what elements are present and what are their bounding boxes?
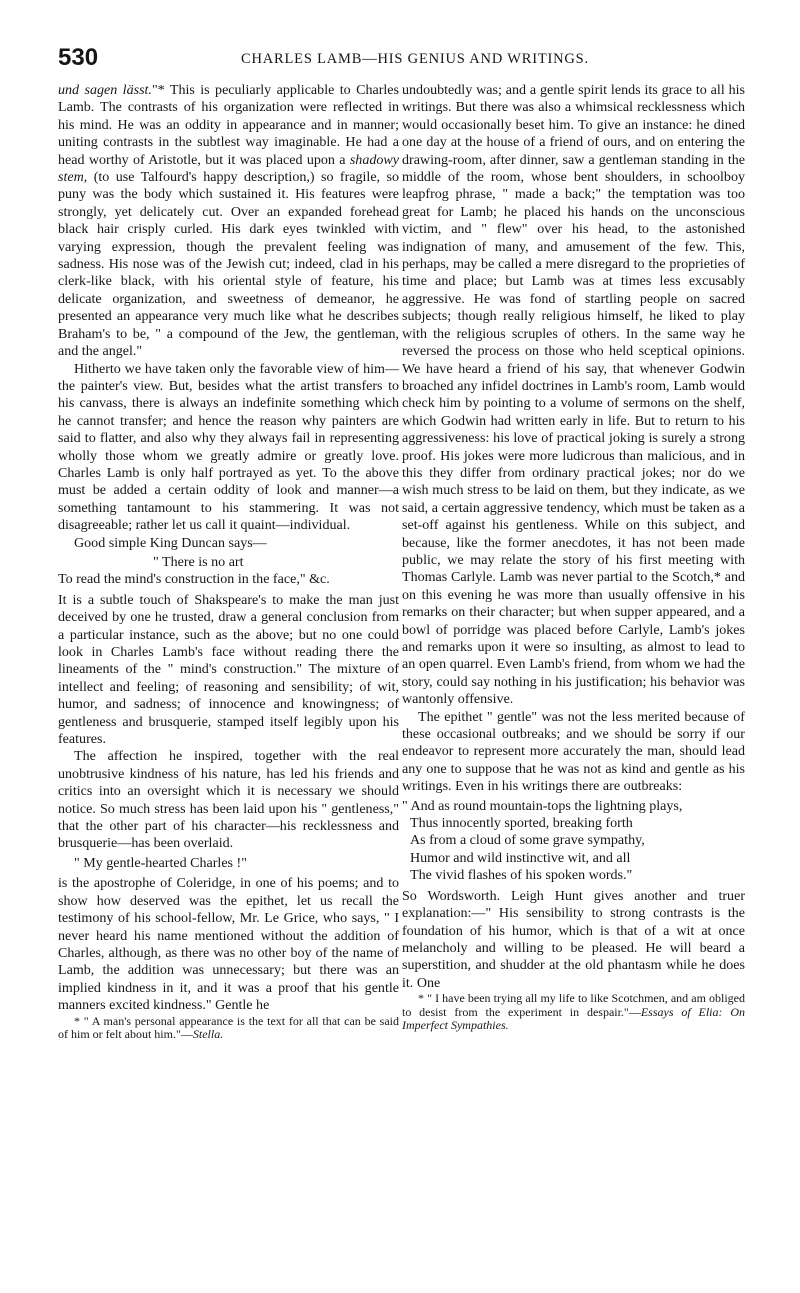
footnote: * " A man's personal appearance is the text for all that can be said of him or felt about him."—Stella. [58, 1013, 399, 1042]
verse-line: Humor and wild instinctive wit, and all [410, 849, 631, 866]
verse-line: The vivid flashes of his spoken words." [410, 867, 633, 884]
verse-line: " There is no art [153, 553, 244, 570]
right-column [402, 82, 745, 1033]
verse-line: As from a cloud of some grave sympathy, [410, 832, 645, 849]
left-column [58, 82, 399, 1042]
page-number: 530 [58, 44, 99, 71]
paragraph: It is a subtle touch of Shakspeare's to make the man just deceived by one he trusted, draw a general conclusion from a particular instance, such as the above; but no one could look in Charles Lamb's face without reading there the lineaments of the " mind's construction." The mixture of intellect and feeling; of reasoning and sensibility; of wit, humor, and sadness; of innocence and knowingness; of gentleness and brusquerie, stamped itself legibly upon his features. [58, 591, 399, 748]
footnote: * " I have been trying all my life to like Scotchmen, and am obliged to desist from the experiment in despair."—Essays of Elia: On Imperfect Sympathies. [402, 991, 745, 1033]
paragraph: undoubtedly was; and a gentle spirit lends its grace to all his writings. But there was also a whimsical recklessness which would occasionally beset him. To give an instance: he dined one day at the house of a friend of ours, and on entering the drawing-room, after dinner, saw a gentleman standing in the middle of the room, whose bent shoulders, in schoolboy leapfrog phrase, " made a back;" the temptation was too great for Lamb; he placed his hands on the unconscious victim, and " flew" over his head, to the astonished indignation of many, and amusement of the few. This, perhaps, may be called a mere disregard to the proprieties of time and place; but Lamb was at times less excusably aggressive. He was fond of startling people on sacred subjects; though really religious himself, he liked to play with the religious scruples of others. In the same way he reversed the process on those who held sceptical opinions. We have heard a friend of his say, that whenever Godwin broached any infidel doctrines in Lamb's room, Lamb would check him by pointing to a volume of sermons on the shelf, which Godwin had written early in life. But to return to his aggressiveness: his love of practical joking is surely a strong proof. His jokes were more ludicrous than malicious, and in this they differ from ordinary practical jokes; nor do we wish much stress to be laid on them, but they indicate, as we said, a certain aggressive tendency, which must be taken as a set-off against his gentleness. While on this subject, and because, like the former anecdotes, it has not been made public, we may relate the story of his first meeting with Thomas Carlyle. Lamb was never partial to the Scotch,* and on this evening he was more than usually offensive in his remarks on their character; but when supper appeared, and a bowl of porridge was placed before Carlyle, Lamb's jokes and remarks upon it were so insulting, as almost to lead to an open quarrel. Even Lamb's friend, from whom we had the story, could say nothing in his justification; his behavior was wantonly offensive. [402, 82, 745, 708]
verse-line: " And as round mountain-tops the lightning plays, [402, 797, 683, 814]
paragraph: The affection he inspired, together with the real unobtrusive kindness of his nature, has led his friends and critics into an oversight which it is necessary we should notice. So much stress has been laid upon his " gentleness," that the other part of his character—his recklessness and brusquerie—has been overlaid. [58, 748, 399, 852]
verse-line: Thus innocently sported, breaking forth [410, 815, 633, 832]
page-header [58, 44, 772, 74]
quotation [58, 554, 399, 589]
quotation [402, 798, 745, 885]
paragraph: Hitherto we have taken only the favorable view of him—the painter's view. But, besides what the artist transfers to his canvass, there is always an indefinite something which he cannot transfer; and hence the reason why painters are said to flatter, and also why they always fail in representing wholly those whom we greatly admire or greatly love. Charles Lamb is only half portrayed as yet. To the above must be added a certain oddity of look and manner—a something tantamount to his stammering. It was not disagreeable; rather let us call it quaint—individual. [58, 360, 399, 534]
footnote-source: Stella. [192, 1027, 224, 1042]
paragraph: Good simple King Duncan says— [74, 534, 267, 551]
running-title: CHARLES LAMB—HIS GENIUS AND WRITINGS. [241, 51, 589, 67]
italic-phrase: shadowy stem, [58, 151, 399, 186]
paragraph: is the apostrophe of Coleridge, in one of his poems; and to show how deserved was the epithet, let us recall the testimony of his school-fellow, Mr. Le Grice, who says, " I never heard his name mentioned without the addition of Charles, although, as there was no other boy of the name of Lamb, the addition was unnecessary; but there was an implied kindness in it, and it was a proof that his gentle manners excited kindness." Gentle he [58, 875, 399, 1014]
footnote-source: Essays of Elia: On Imperfect Sympathies. [402, 1004, 745, 1033]
quotation [58, 855, 399, 872]
paragraph: und sagen lässt."* This is peculiarly applicable to Charles Lamb. The contrasts of his organization were reflected in his mind. He was an oddity in appearance and in manner; uniting contrasts in the subtlest way imaginable. He had a head worthy of Aristotle, but it was placed upon a shadowy stem, (to use Talfourd's happy description,) so fragile, so puny was the body which sustained it. His features were strongly, yet delicately cut. Over an expanded forehead black hair crisply curled. His dark eyes twinkled with varying expression, though the prevalent feeling was sadness. His nose was of the Jewish cut; indeed, clad in his clerk-like black, with his oriental style of feature, his delicate organization, and sweetness of demeanor, he presented an appearance very much like what he describes Braham's to be, " a compound of the Jew, the gentleman, and the angel." [58, 82, 399, 360]
italic-phrase: und sagen lässt. [58, 82, 152, 98]
paragraph: The epithet " gentle" was not the less merited because of these occasional outbreaks; and we should be sorry if our endeavor to represent more accurately the man, should lead any one to suppose that he was not as kind and gentle as his writings. Even in his writings there are outbreaks: [402, 708, 745, 795]
verse-line: " My gentle-hearted Charles !" [74, 854, 247, 871]
paragraph: So Wordsworth. Leigh Hunt gives another and truer explanation:—" His sensibility to strong contrasts is the foundation of his humor, which is that of a wit at once melancholy and willing to be pleased. He will beard a superstition, and shudder at the old phantasm while he does it. One [402, 887, 745, 991]
verse-line: To read the mind's construction in the face," &c. [58, 571, 330, 588]
